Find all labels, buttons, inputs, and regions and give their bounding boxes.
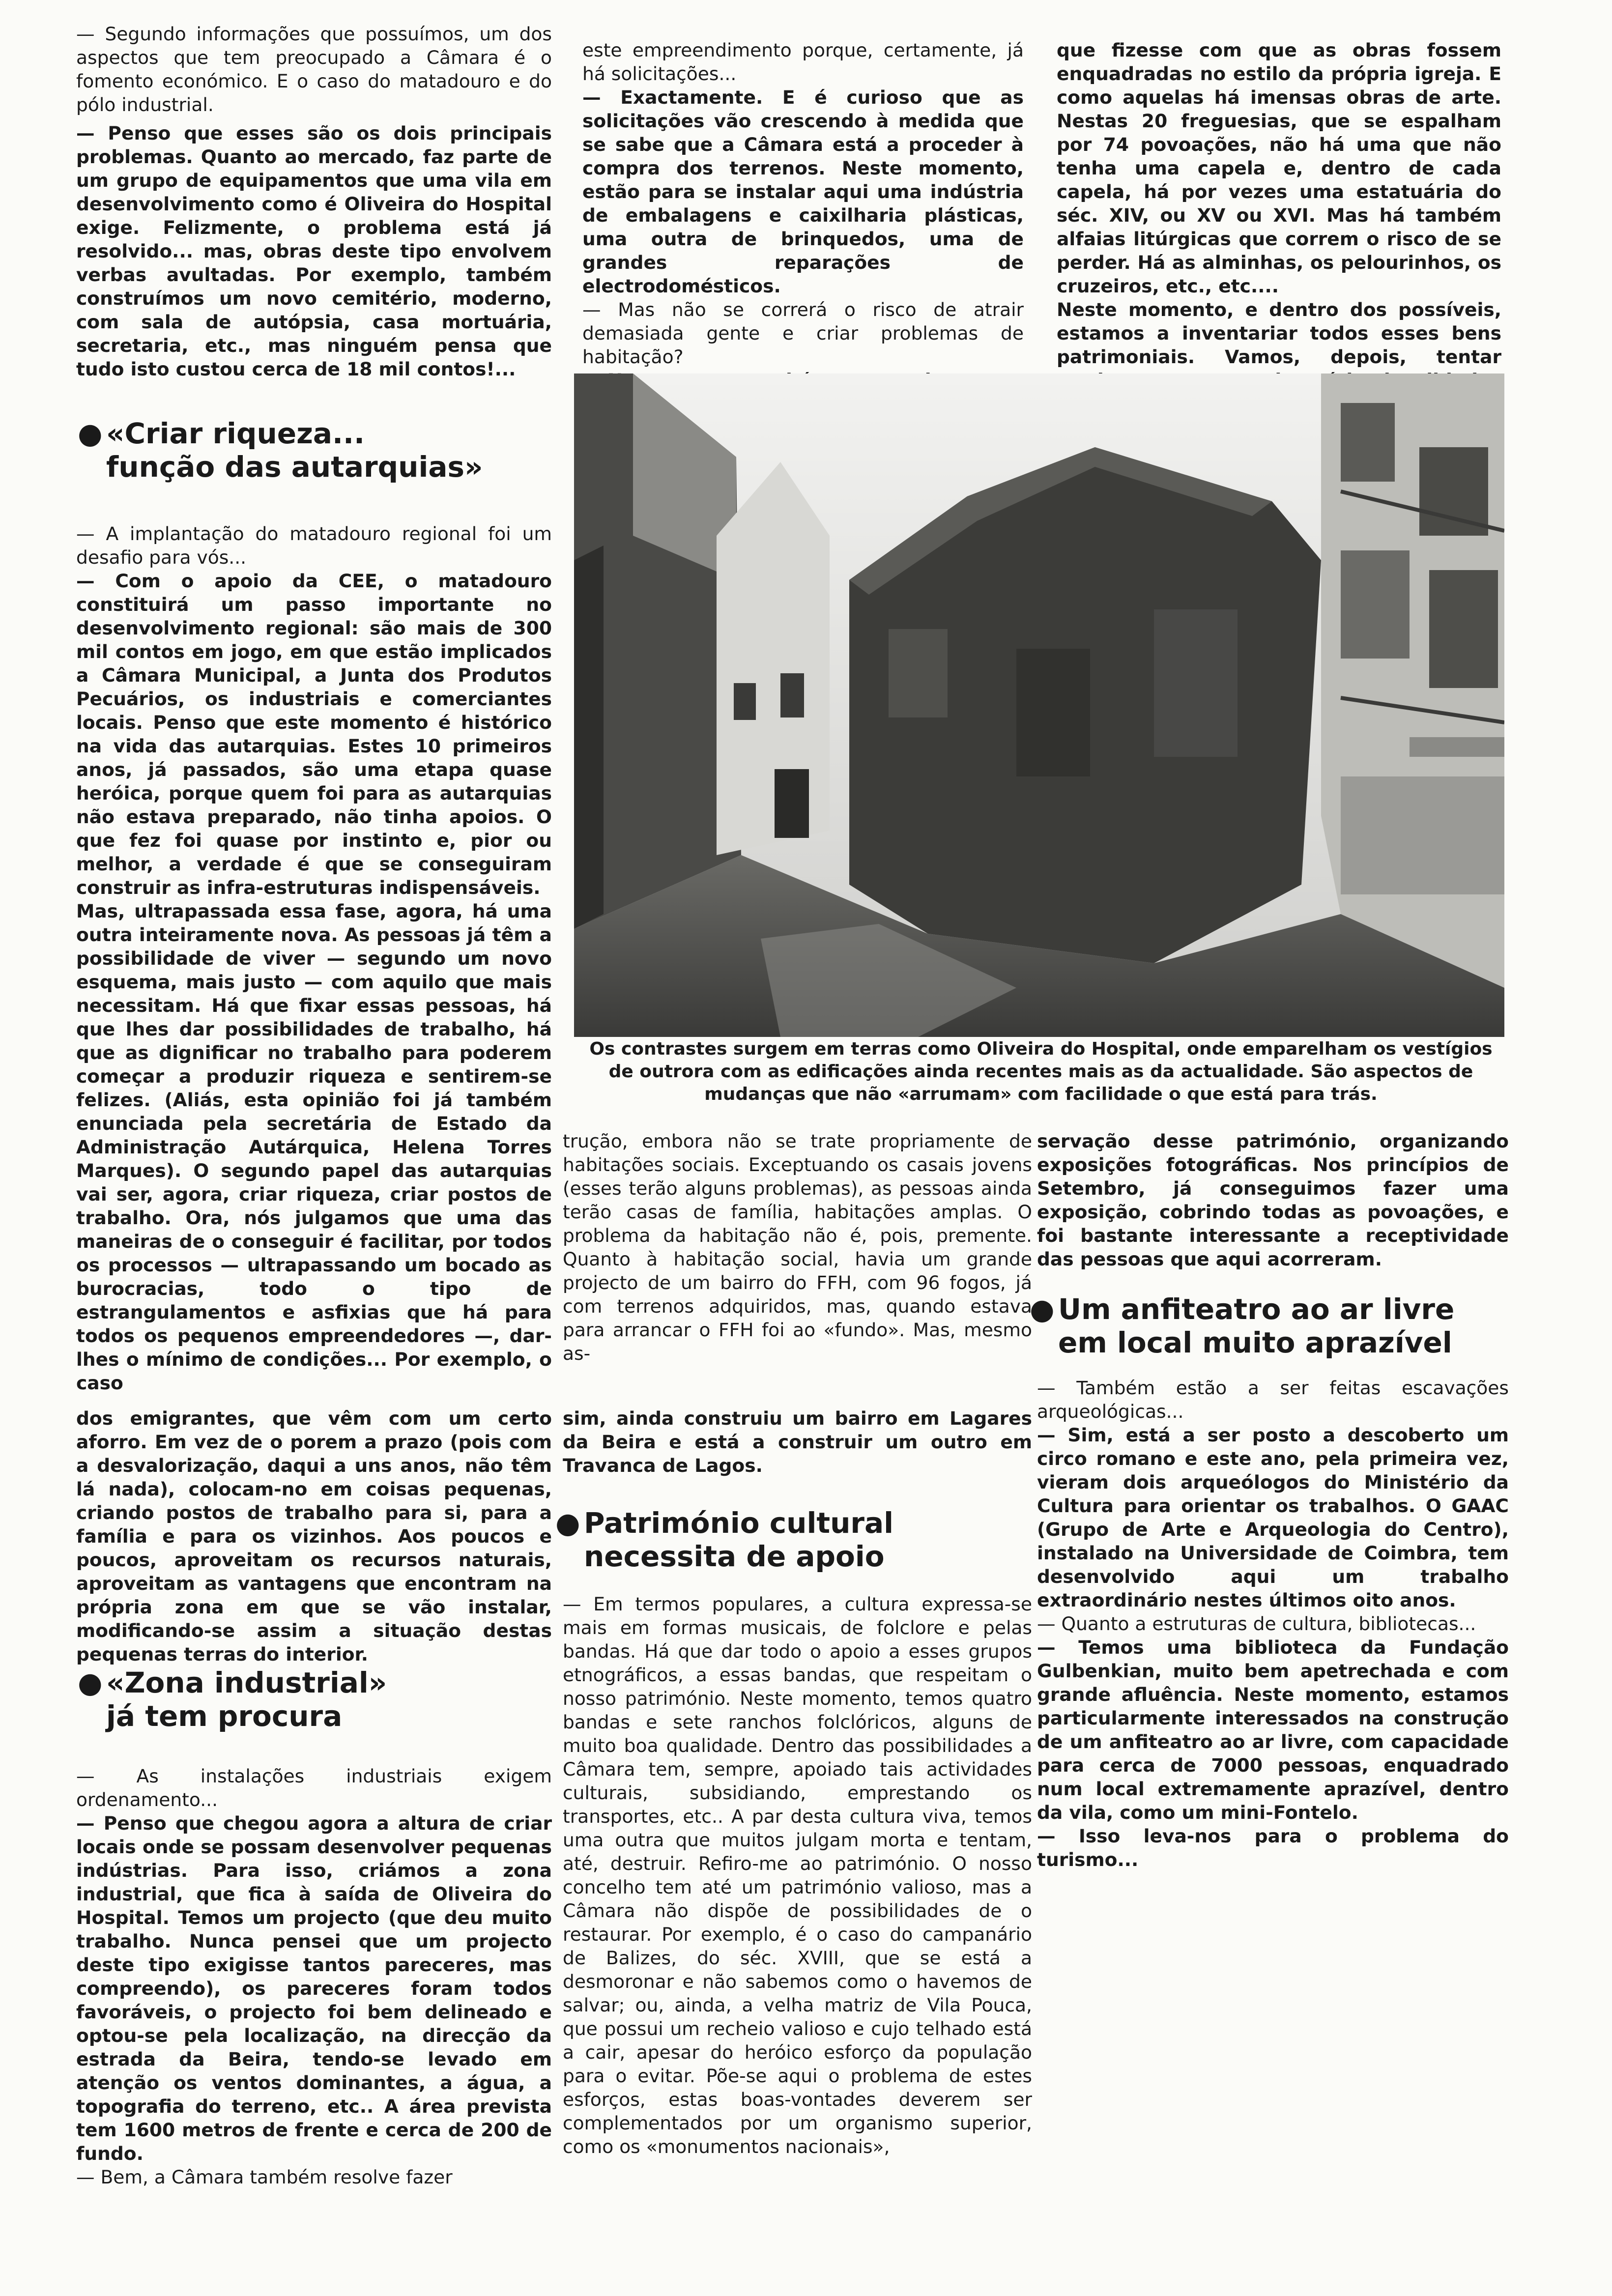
col1-low [76, 1406, 552, 1666]
paragraph: dos emigrantes, que vêm com um certo aforro. Em vez de o porem a prazo (pois com a desvalorização, daqui a uns anos, não têm lá nada), colocam-no em coisas pequenas, criando postos de trabalho para si, para a família e para os vizinhos. Aos poucos e poucos, aproveitam os recursos naturais, aproveitam as vantagens que encontram na própria zona em que se vão instalar, modificando-se assim a situação destas pequenas terras do interior. [76, 1407, 552, 1665]
paragraph: — Exactamente. E é curioso que as solicitações vão crescendo à medida que se sabe que a Câmara está a proceder à compra dos terrenos. Neste momento, estão para se instalar aqui uma indústria de embalagens e caixilharia plásticas, uma outra de brinquedos, uma de grandes reparações de electrodomésticos. [582, 86, 1024, 297]
paragraph: servação desse património, organizando exposições fotográficas. Nos princípios de Setembro, já conseguimos fazer uma exposição, cobrindo todas as povoações, e foi bastante interessante a receptividade das pessoas que aqui acorreram. [1037, 1130, 1509, 1270]
paragraph: — As instalações industriais exigem ordenamento... [76, 1765, 552, 1810]
bullet-icon: ● [78, 417, 103, 450]
heading-line: «Zona industrial» [106, 1666, 387, 1699]
paragraph: — Em termos populares, a cultura expressa-se mais em formas musicais, de folclore e pelas bandas. Há que dar todo o apoio a esses grupos etnográficos, a essas bandas, que respeitam o nosso património. Neste momento, temos quatro bandas e sete ranchos folclóricos, alguns de muito boa qualidade. Dentro das possibilidades a Câmara tem, sempre, apoiado tais actividades culturais, subsidiando, emprestando os transportes, etc.. A par desta cultura viva, temos uma outra que muitos julgam morta e tentam, até, destruir. Refiro-me ao património. O nosso concelho tem até um património valioso, mas a Câmara não dispõe de possibilidades de o restaurar. Por exemplo, é o caso do campanário de Balizes, do séc. XVIII, que se está a desmoronar e não sabemos como o havemos de salvar; ou, ainda, a velha matriz de Vila Pouca, que possui um recheio valioso e cujo telhado está a cair, apesar do heróico esforço da população para o evitar. Põe-se aqui o problema de estes esforços, estas boas-vontades deverem ser complementados por um organismo superior, como os «monumentos nacionais», [563, 1593, 1032, 2157]
heading-line: necessita de apoio [584, 1540, 885, 1573]
paragraph: Mas, ultrapassada essa fase, agora, há uma outra inteiramente nova. As pessoas já têm a possibilidade de viver — segundo um novo esquema, mais justo — com aquilo que mais necessitam. Há que fixar essas pessoas, há que lhes dar possibilidades de trabalho, há que as dignificar no trabalho para poderem começar a produzir riqueza e sentirem-se felizes. (Aliás, esta opinião foi já também enunciada pela secretária de Estado da Administração Autárquica, Helena Torres Marques). O segundo papel das autarquias vai ser, agora, criar riqueza, criar postos de trabalho. Ora, nós julgamos que uma das maneiras de o conseguir é facilitar, por todos os processos — ultrapassando um bocado as burocracias, todo o tipo de estrangulamentos e asfixias que há para todos os pequenos empreendedores —, dar-lhes o mínimo de condições... Por exemplo, o caso [76, 900, 552, 1394]
bullet-icon: ● [555, 1506, 580, 1540]
heading-line: em local muito aprazível [1058, 1326, 1452, 1359]
paragraph: — Segundo informações que possuímos, um dos aspectos que tem preocupado a Câmara é o fomento económico. E o caso do matadouro e do pólo industrial. [76, 23, 552, 115]
bullet-icon: ● [78, 1666, 103, 1699]
section-heading-patrimonio [555, 1506, 1027, 1573]
paragraph: este empreendimento porque, certamente, já há solicitações... [582, 39, 1024, 85]
heading-line: já tem procura [106, 1699, 343, 1733]
photograph [574, 373, 1504, 1037]
col2-mid [563, 1129, 1032, 1365]
col3-mid [1037, 1129, 1509, 1271]
col3-top [1057, 38, 1501, 416]
paragraph: — Penso que chegou agora a altura de criar locais onde se possam desenvolver pequenas indústrias. Para isso, criámos a zona industrial, que fica à saída de Oliveira do Hospital. Temos um projecto (que deu muito trabalho. Nunca pensei que um projecto deste tipo exigisse tantos pareceres, mas compreendo), os pareceres foram todos favoráveis, o projecto foi bem delineado e optou-se pela localização, na direcção da estrada da Beira, tendo-se levado em atenção os ventos dominantes, a água, a topografia do terreno, etc.. A área prevista tem 1600 metros de frente e cerca de 200 de fundo. [76, 1812, 552, 2164]
col1-top [76, 22, 552, 381]
paragraph: — Quanto a estruturas de cultura, bibliotecas... [1037, 1613, 1476, 1635]
section-heading-anfiteatro [1030, 1292, 1509, 1359]
col2-bottom [563, 1592, 1032, 2158]
paragraph: que fizesse com que as obras fossem enquadradas no estilo da própria igreja. E como aquelas há imensas obras de arte. Nestas 20 freguesias, que se espalham por 74 povoações, não há uma que não tenha uma capela e, dentro de cada capela, há por vezes uma estatuária do séc. XIV, ou XV ou XVI. Mas há também alfaias litúrgicas que correm o risco de se perder. Há as alminhas, os pelourinhos, os cruzeiros, etc., etc.... [1057, 39, 1501, 297]
heading-line: Património cultural [584, 1506, 893, 1540]
bullet-icon: ● [1030, 1292, 1055, 1326]
paragraph: — Mas não se correrá o risco de atrair demasiada gente e criar problemas de habitação? [582, 299, 1024, 368]
photo-caption: Os contrastes surgem em terras como Oliveira do Hospital, onde emparelham os vestígios de outrora com as edificações ainda recentes mais as da actualidade. São aspectos de mudanças que não «arrumam» com facilidade o que está para trás. [589, 1039, 1493, 1104]
street-photo-image [574, 373, 1504, 1037]
paragraph: — Sim, está a ser posto a descoberto um circo romano e este ano, pela primeira vez, vieram dois arqueólogos do Ministério da Cultura para orientar os trabalhos. O GAAC (Grupo de Arte e Arqueologia do Centro), instalado na Universidade de Coimbra, tem desenvolvido aqui um trabalho extraordinário nestes últimos oito anos. [1037, 1424, 1509, 1611]
paragraph: Neste momento, e dentro dos possíveis, estamos a inventariar todos esses bens patrimoniais. Vamos, depois, tentar [1057, 299, 1501, 368]
paragraph: — A implantação do matadouro regional foi um desafio para vós... [76, 523, 552, 568]
paragraph: — Temos uma biblioteca da Fundação Gulbenkian, muito bem apetrechada e com grande afluência. Neste momento, estamos particularmente interessados na construção de um anfiteatro ao ar livre, com capacidade para cerca de 7000 pessoas, enquadrado num local extremamente aprazível, dentro da vila, como um mini-Fontelo. [1037, 1636, 1509, 1823]
paragraph: sim, ainda construiu um bairro em Lagares da Beira e está a construir um outro em Travanca de Lagos. [563, 1407, 1032, 1476]
paragraph: — Bem, a Câmara também resolve fazer [76, 2166, 453, 2188]
col3-bottom [1037, 1376, 1509, 1871]
heading-line: Um anfiteatro ao ar livre [1058, 1292, 1455, 1326]
paragraph: trução, embora não se trate propriamente de habitações sociais. Exceptuando os casais jovens (esses terão alguns problemas), as pessoas ainda terão casas de família, habitações amplas. O problema da habitação não é, pois, premente. Quanto à habitação social, havia um grande projecto de um bairro do FFH, com 96 fogos, já com terrenos adquiridos, mas, quando estava para arrancar o FFH foi ao «fundo». Mas, mesmo as- [563, 1130, 1032, 1364]
heading-line: «Criar riqueza... [106, 417, 365, 450]
paragraph: — Isso leva-nos para o problema do turismo... [1037, 1825, 1509, 1870]
col2-low [563, 1406, 1032, 1477]
col1-bottom [76, 1764, 552, 2189]
col2-top [582, 38, 1024, 392]
section-heading-criar-riqueza [78, 417, 549, 484]
heading-line: função das autarquias» [106, 450, 483, 484]
paragraph: — Também estão a ser feitas escavações arqueológicas... [1037, 1377, 1509, 1422]
section-heading-zona-industrial [78, 1666, 549, 1733]
paragraph: — Penso que esses são os dois principais problemas. Quanto ao mercado, faz parte de um grupo de equipamentos que uma vila em desenvolvimento como é Oliveira do Hospital exige. Felizmente, o problema está já resolvido... mas, obras deste tipo envolvem verbas avultadas. Por exemplo, também construímos um novo cemitério, moderno, com sala de autópsia, casa mortuária, secretaria, etc., mas ninguém pensa que tudo isto custou cerca de 18 mil contos!... [76, 122, 552, 380]
paragraph: — Com o apoio da CEE, o matadouro constituirá um passo importante no desenvolvimento regional: são mais de 300 mil contos em jogo, em que estão implicados a Câmara Municipal, a Junta dos Produtos Pecuários, os industriais e comerciantes locais. Penso que este momento é histórico na vida das autarquias. Estes 10 primeiros anos, já passados, são uma etapa quase heróica, porque quem foi para as autarquias não estava preparado, não tinha apoios. O que fez foi quase por instinto e, pior ou melhor, a verdade é que se conseguiram construir as infra-estruturas indispensáveis. [76, 570, 552, 898]
col1-mid [76, 522, 552, 1395]
